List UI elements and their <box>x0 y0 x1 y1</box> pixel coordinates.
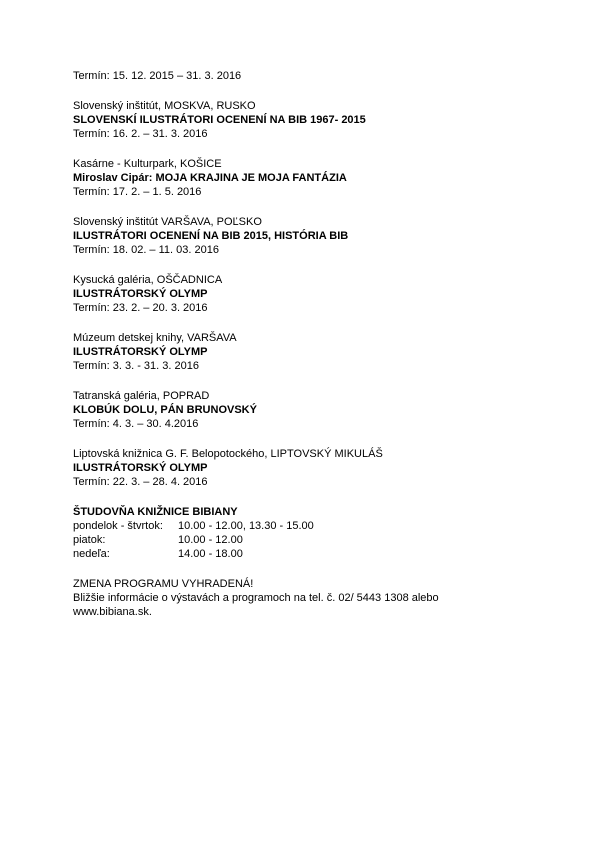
term-text: Termín: 15. 12. 2015 – 31. 3. 2016 <box>73 70 242 82</box>
contact-info: Bližšie informácie o výstavách a programoch na tel. č. 02/ 5443 1308 alebo <box>73 592 439 604</box>
exhibition-entry <box>73 389 563 431</box>
exhibition-title: SLOVENSKÍ ILUSTRÁTORI OCENENÍ NA BIB 1967- 2015 <box>73 114 366 126</box>
exhibition-title: ILUSTRÁTORSKÝ OLYMP <box>73 462 208 474</box>
opening-hours-row <box>73 519 563 533</box>
program-change-notice: ZMENA PROGRAMU VYHRADENÁ! <box>73 578 254 590</box>
hours-days: piatok: <box>73 534 106 546</box>
exhibition-title: ILUSTRÁTORSKÝ OLYMP <box>73 288 208 300</box>
exhibition-title: ILUSTRÁTORSKÝ OLYMP <box>73 346 208 358</box>
exhibition-entry <box>73 273 563 315</box>
exhibition-title: KLOBÚK DOLU, PÁN BRUNOVSKÝ <box>73 404 257 416</box>
opening-hours-row <box>73 547 563 561</box>
exhibition-term: Termín: 3. 3. - 31. 3. 2016 <box>73 360 199 372</box>
exhibition-venue: Kysucká galéria, OŠČADNICA <box>73 274 223 286</box>
exhibition-entry <box>73 447 563 489</box>
exhibition-term: Termín: 17. 2. – 1. 5. 2016 <box>73 186 202 198</box>
exhibition-title: Miroslav Cipár: MOJA KRAJINA JE MOJA FANTÁZIA <box>73 172 347 184</box>
reading-room-heading: ŠTUDOVŇA KNIŽNICE BIBIANY <box>73 506 238 518</box>
hours-time: 14.00 - 18.00 <box>178 548 243 560</box>
hours-time: 10.00 - 12.00 <box>178 534 243 546</box>
hours-days: pondelok - štvrtok: <box>73 520 163 532</box>
website-link[interactable]: www.bibiana.sk. <box>73 606 152 618</box>
exhibition-venue: Kasárne - Kulturpark, KOŠICE <box>73 158 222 170</box>
exhibition-term: Termín: 22. 3. – 28. 4. 2016 <box>73 476 208 488</box>
intro-term <box>73 69 563 83</box>
hours-days: nedeľa: <box>73 548 110 560</box>
exhibition-term: Termín: 18. 02. – 11. 03. 2016 <box>73 244 219 256</box>
exhibition-entry <box>73 215 563 257</box>
footer-section <box>73 577 563 619</box>
exhibition-venue: Liptovská knižnica G. F. Belopotockého, LIPTOVSKÝ MIKULÁŠ <box>73 448 383 460</box>
exhibition-venue: Múzeum detskej knihy, VARŠAVA <box>73 332 237 344</box>
hours-time: 10.00 - 12.00, 13.30 - 15.00 <box>178 520 314 532</box>
exhibition-term: Termín: 23. 2. – 20. 3. 2016 <box>73 302 208 314</box>
exhibition-term: Termín: 4. 3. – 30. 4.2016 <box>73 418 199 430</box>
exhibition-term: Termín: 16. 2. – 31. 3. 2016 <box>73 128 208 140</box>
exhibition-venue: Slovenský inštitút VARŠAVA, POĽSKO <box>73 216 262 228</box>
exhibition-title: ILUSTRÁTORI OCENENÍ NA BIB 2015, HISTÓRIA BIB <box>73 230 349 242</box>
exhibition-venue: Slovenský inštitút, MOSKVA, RUSKO <box>73 100 256 112</box>
opening-hours-row <box>73 533 563 547</box>
exhibition-venue: Tatranská galéria, POPRAD <box>73 390 210 402</box>
exhibition-entry <box>73 331 563 373</box>
reading-room-section <box>73 505 563 561</box>
exhibition-entry <box>73 157 563 199</box>
exhibition-entry <box>73 99 563 141</box>
document-page <box>73 69 563 619</box>
